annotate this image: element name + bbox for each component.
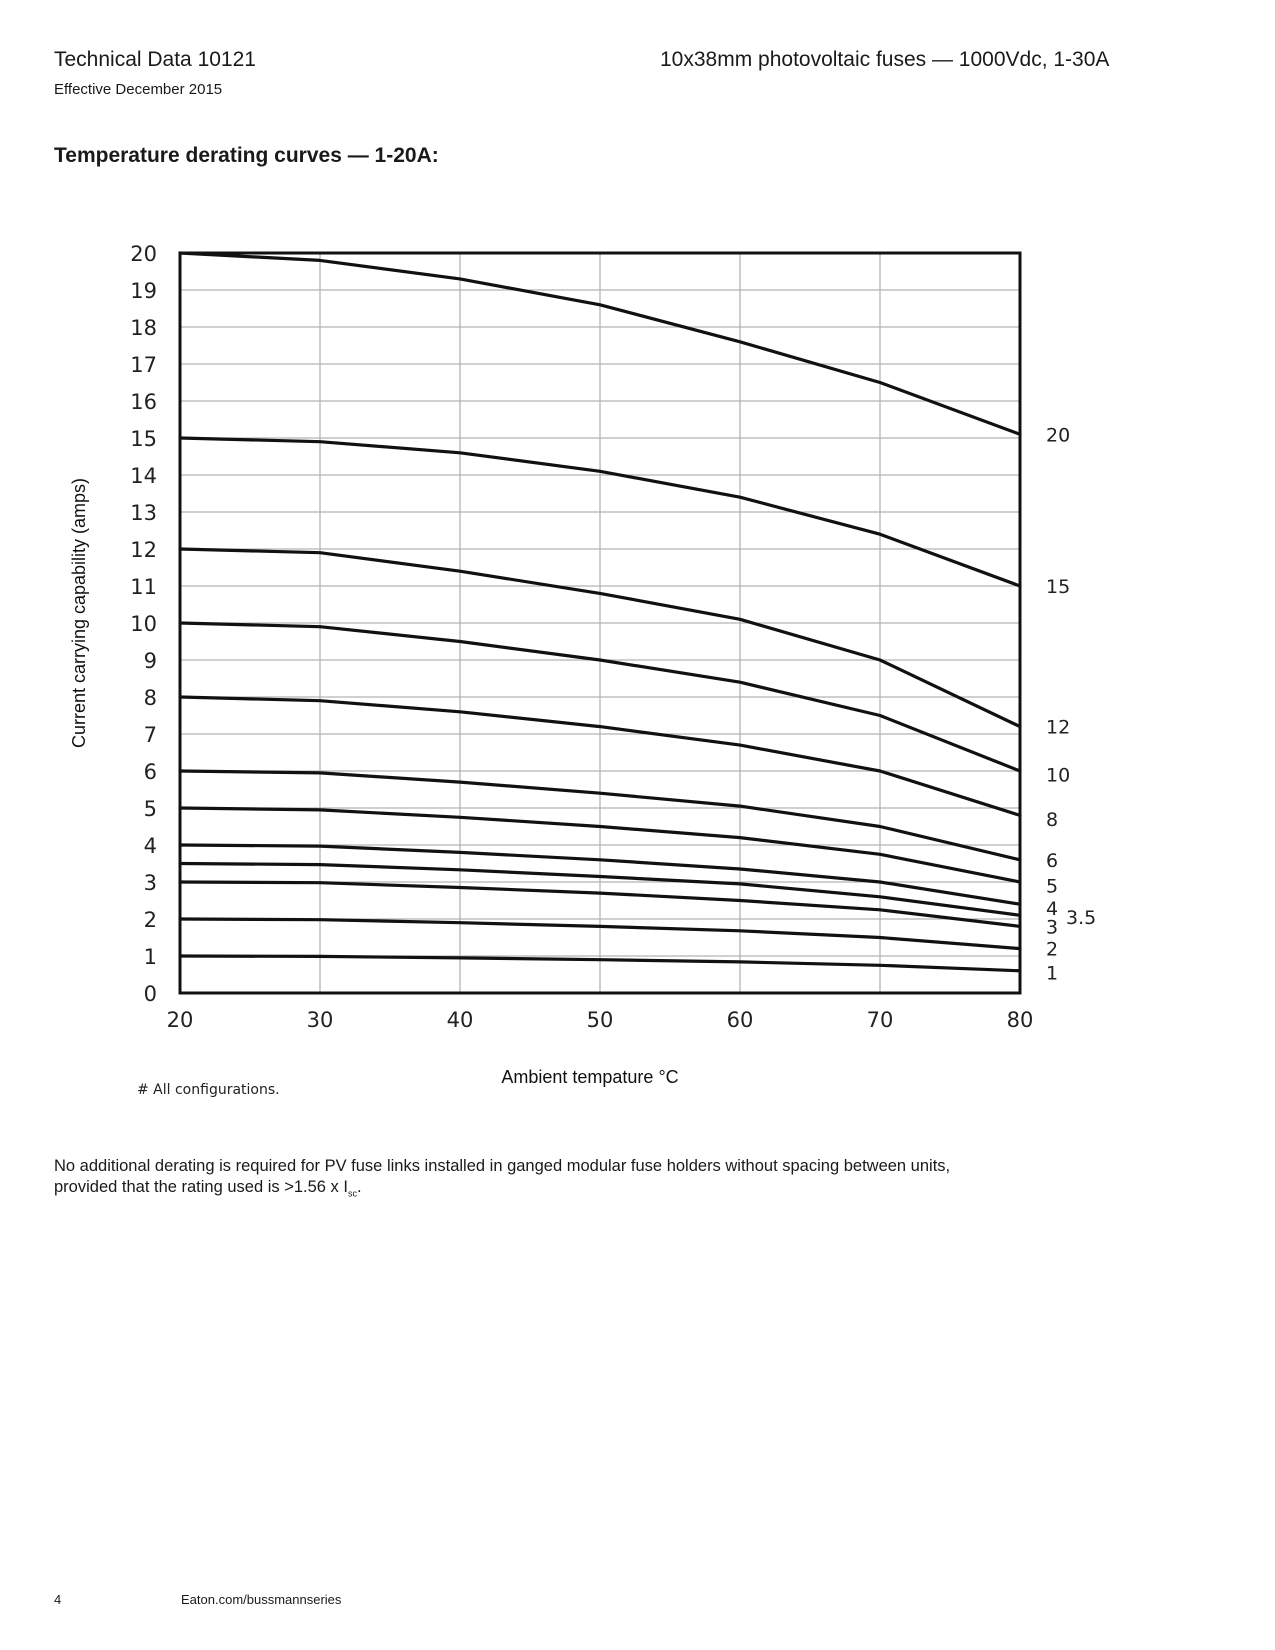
- curve-end-label: 15: [1046, 576, 1071, 598]
- curve-end-label: 12: [1046, 716, 1071, 739]
- y-tick-label: 6: [143, 760, 157, 784]
- y-tick-label: 3: [143, 871, 157, 895]
- section-title: Temperature derating curves — 1-20A:: [54, 144, 439, 167]
- curve-end-label: 5: [1046, 875, 1059, 898]
- x-tick-label: 70: [866, 1008, 894, 1032]
- chart-footnote: # All configurations.: [137, 1082, 280, 1098]
- y-tick-label: 15: [130, 427, 157, 451]
- x-tick-label: 60: [726, 1008, 754, 1032]
- y-tick-label: 7: [143, 723, 157, 747]
- y-tick-label: 5: [143, 797, 157, 821]
- curve-end-label: 10: [1046, 764, 1071, 787]
- y-tick-labels: [130, 242, 157, 1006]
- y-tick-label: 9: [143, 649, 157, 673]
- x-tick-label: 40: [446, 1008, 474, 1032]
- curve-end-label: 3.5: [1066, 907, 1097, 930]
- curve-end-label: 8: [1046, 809, 1059, 832]
- curve-end-label: 2: [1046, 938, 1059, 961]
- x-tick-label: 20: [166, 1008, 194, 1032]
- doc-subtitle: 10x38mm photovoltaic fuses — 1000Vdc, 1-30A: [660, 48, 1110, 71]
- y-tick-label: 12: [130, 538, 157, 562]
- y-tick-label: 18: [130, 316, 157, 340]
- curve-end-label: 3: [1046, 916, 1059, 939]
- y-tick-label: 10: [130, 612, 157, 636]
- y-tick-label: 16: [130, 390, 157, 414]
- y-tick-label: 14: [130, 464, 157, 488]
- y-tick-label: 13: [130, 501, 157, 525]
- x-tick-label: 50: [586, 1008, 614, 1032]
- curve-end-label: 20: [1046, 424, 1071, 447]
- y-tick-label: 19: [130, 279, 157, 303]
- y-tick-label: 20: [130, 242, 157, 266]
- curve-end-label: 1: [1046, 962, 1059, 985]
- y-tick-label: 1: [143, 945, 157, 969]
- x-tick-label: 80: [1006, 1008, 1034, 1032]
- page-number: 4: [54, 1592, 62, 1607]
- y-tick-label: 11: [130, 575, 157, 599]
- doc-title: Technical Data 10121: [54, 48, 256, 71]
- note-line-1: No additional derating is required for PV fuse links installed in ganged modular fuse holders without spacing between units,: [54, 1157, 951, 1175]
- x-axis-title: Ambient tempature °C: [501, 1067, 679, 1087]
- x-tick-labels: [167, 1008, 1034, 1032]
- effective-date: Effective December 2015: [54, 81, 223, 98]
- footer-url: Eaton.com/bussmannseries: [181, 1592, 342, 1607]
- note-line-2: provided that the rating used is >1.56 x I: [54, 1178, 348, 1196]
- note-subscript: sc: [347, 1188, 357, 1199]
- curve-end-labels: [1046, 424, 1096, 984]
- curve-end-label: 6: [1046, 849, 1059, 872]
- derating-note: [54, 1156, 1214, 1204]
- y-tick-label: 0: [143, 982, 157, 1006]
- y-axis-title: Current carrying capability (amps): [69, 477, 89, 749]
- curve-end-label: 4: [1046, 897, 1059, 920]
- y-tick-label: 8: [143, 686, 157, 710]
- note-line-2-end: .: [356, 1178, 362, 1196]
- y-tick-label: 4: [143, 834, 157, 858]
- y-tick-label: 2: [143, 908, 157, 932]
- y-tick-label: 17: [130, 353, 157, 377]
- x-tick-label: 30: [306, 1008, 334, 1032]
